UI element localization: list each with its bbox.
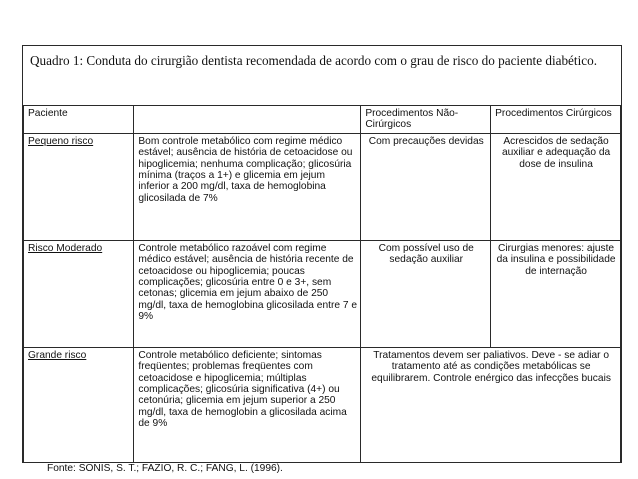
row-description: Controle metabólico deficiente; sintomas freqüentes; problemas freqüentes com cetoacidose e hipoglicemia; múltiplas complicações; glicosúria significativa (4+) ou cetonúria; glicemia em jejum superior a 250 mg/dl, taxa de hemoglobin a glicosilada acima de 9% xyxy=(134,347,361,462)
table-row xyxy=(24,240,621,347)
row-description: Controle metabólico razoável com regime médico estável; ausência de história recente de cetoacidose ou hipoglicemia; poucas complicações; glicosúria entre 0 e 3+, sem cetonas; glicemia em jejum abaixo de 250 mg/dl, taxa de hemoglobina glicosilada entre 7 e 9% xyxy=(134,240,361,347)
risk-conduct-table xyxy=(23,105,621,463)
header-nao-cirurgicos: Procedimentos Não-Cirúrgicos xyxy=(361,106,491,134)
header-descricao xyxy=(134,106,361,134)
table-caption: Quadro 1: Conduta do cirurgião dentista recomendada de acordo com o grau de risco do paciente diabético. xyxy=(30,53,597,68)
row-nao-cirurgicos: Com possível uso de sedação auxiliar xyxy=(361,240,491,347)
header-cirurgicos: Procedimentos Cirúrgicos xyxy=(491,106,621,134)
table-row xyxy=(24,133,621,240)
header-paciente: Paciente xyxy=(24,106,134,134)
row-procedimentos-merged: Tratamentos devem ser paliativos. Deve - se adiar o tratamento até as condições metabólicas se equilibrarem. Controle enérgico das infecções bucais xyxy=(361,347,621,462)
table-header-row xyxy=(24,106,621,134)
row-description: Bom controle metabólico com regime médico estável; ausência de história de cetoacidose ou hipoglicemia; nenhuma complicação; glicosúria mínima (traços a 1+) e glicemia em jejum inferior a 200 mg/dl, taxa de hemoglobina glicosilada de 7% xyxy=(134,133,361,240)
row-nao-cirurgicos: Com precauções devidas xyxy=(361,133,491,240)
row-risk-label: Pequeno risco xyxy=(24,133,134,240)
row-risk-label: Risco Moderado xyxy=(24,240,134,347)
row-cirurgicos: Cirurgias menores: ajuste da insulina e possibilidade de internação xyxy=(491,240,621,347)
row-cirurgicos: Acrescidos de sedação auxiliar e adequação da dose de insulina xyxy=(491,133,621,240)
source-citation: Fonte: SONIS, S. T.; FAZIO, R. C.; FANG, L. (1996). xyxy=(47,463,283,474)
table-row xyxy=(24,347,621,462)
row-risk-label: Grande risco xyxy=(24,347,134,462)
